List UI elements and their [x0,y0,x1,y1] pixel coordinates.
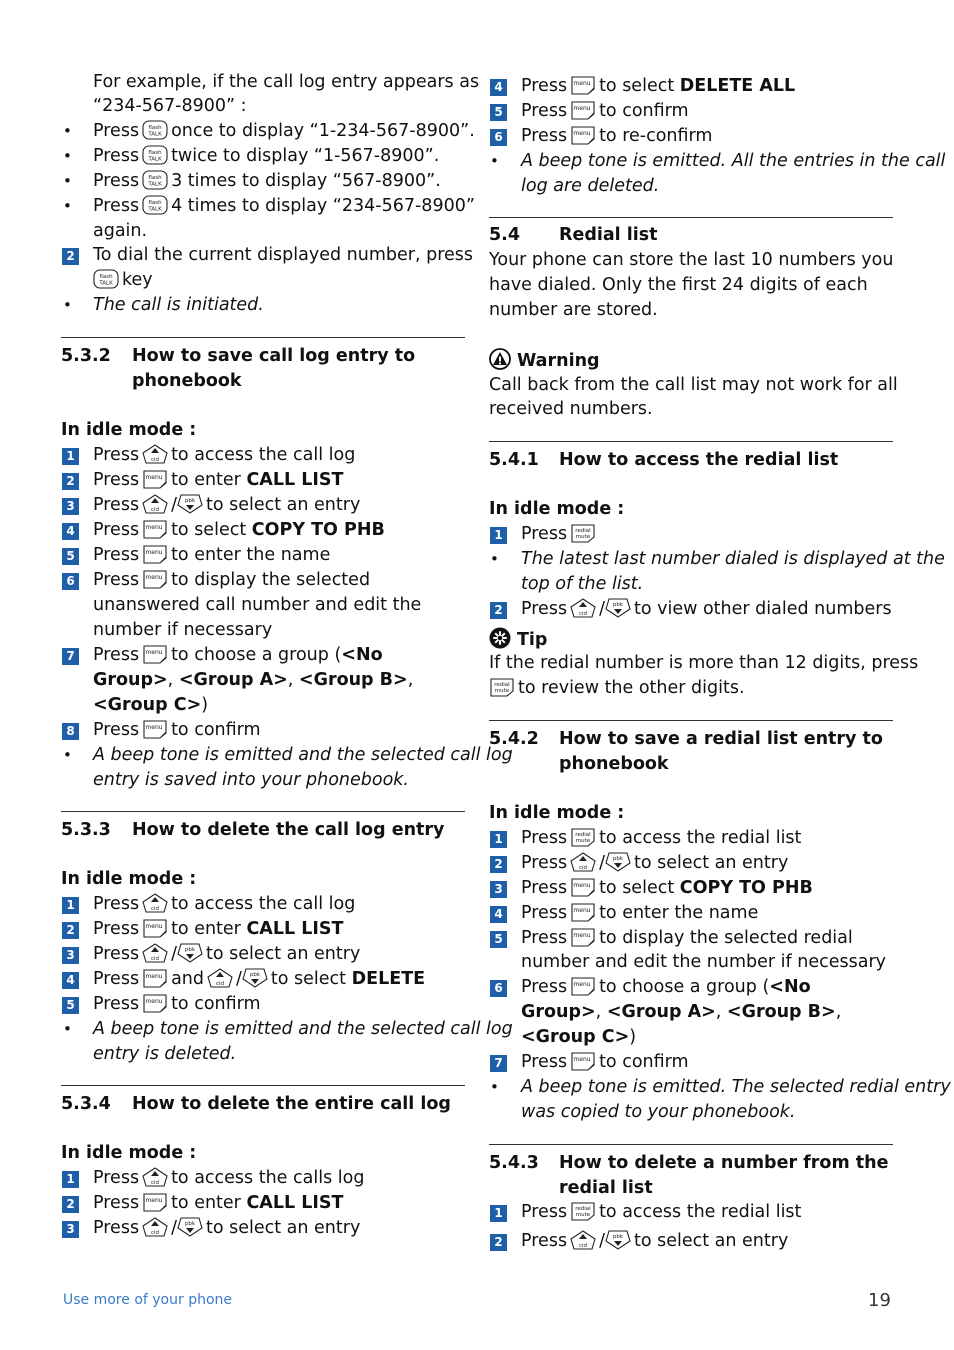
redial-mute-key-icon [489,677,515,697]
up-calllog-key-icon [570,852,596,872]
step-number: 4 [490,906,507,923]
step-number: 2 [62,248,79,265]
section-title: How to access the redial list [559,450,839,470]
intro-text: For example, if the call log entry appears as [93,72,480,92]
section-title: How to save a redial list entry to [559,729,883,749]
down-phonebook-key-icon [605,1230,631,1250]
step-number: 1 [62,448,79,465]
section-number: 5.3.2 [61,346,111,366]
menu-key-icon [142,644,168,664]
step-number: 5 [62,997,79,1014]
step-text: Press to enter CALL LIST [93,470,344,490]
step-text: Press to confirm [93,720,261,740]
menu-key-icon [142,469,168,489]
step-text: Press / to select an entry [93,944,361,964]
step-number: 3 [490,881,507,898]
mode-heading: In idle mode : [489,803,625,823]
menu-key-icon [570,976,596,996]
talk-key-icon [142,170,168,190]
section-number: 5.3.3 [61,820,111,840]
result-note: A beep tone is emitted and the selected call log [93,745,513,765]
step-text: Press to enter CALL LIST [93,1193,344,1213]
step-number: 1 [490,831,507,848]
step-text: Press to choose a group (<No [93,645,383,665]
step-text: Press to enter CALL LIST [93,919,344,939]
talk-key-icon [142,145,168,165]
step-number: 7 [62,648,79,665]
menu-key-icon [142,569,168,589]
talk-key-icon [93,269,119,289]
step-text: Press to access the redial list [521,828,802,848]
step-text: Press to enter the name [93,545,331,565]
step-number: 1 [490,527,507,544]
up-calllog-key-icon [142,444,168,464]
bullet: • [63,746,72,764]
step-text: Press to access the call log [93,445,356,465]
up-calllog-key-icon [570,1230,596,1250]
down-phonebook-key-icon [242,968,268,988]
step-number: 5 [62,548,79,565]
mode-heading: In idle mode : [61,420,197,440]
menu-key-icon [570,100,596,120]
step-number: 2 [490,856,507,873]
down-phonebook-key-icon [605,852,631,872]
divider [489,441,893,442]
up-calllog-key-icon [142,893,168,913]
step-text: Press / to select an entry [93,495,361,515]
step-text: Press [521,523,599,545]
list-item: Press 4 times to display “234-567-8900” [93,196,475,216]
bullet: • [63,197,72,215]
list-item: Press once to display “1-234-567-8900”. [93,121,475,141]
divider [489,217,893,218]
step-text: Press / to select an entry [521,853,789,873]
down-phonebook-key-icon [177,943,203,963]
step-number: 3 [62,947,79,964]
warning-heading: Warning [489,348,600,372]
step-number: 7 [490,1055,507,1072]
up-calllog-key-icon [142,1217,168,1237]
bullet: • [63,122,72,140]
section-number: 5.4.3 [489,1153,539,1173]
menu-key-icon [142,918,168,938]
step-text: Press to access the call log [93,894,356,914]
mode-heading: In idle mode : [489,499,625,519]
step-text: Press to select COPY TO PHB [521,878,813,898]
section-number: 5.3.4 [61,1094,111,1114]
paragraph: received numbers. [489,399,653,419]
step-text: Press to confirm [521,1052,689,1072]
divider [61,1085,465,1086]
paragraph: If the redial number is more than 12 digits, press [489,653,919,673]
step-text: Press to select COPY TO PHB [93,520,385,540]
menu-key-icon [570,75,596,95]
step-number: 2 [62,473,79,490]
redial-mute-key-icon [570,1201,596,1221]
menu-key-icon [570,1051,596,1071]
step-number: 6 [490,129,507,146]
intro-text: “234-567-8900” : [93,96,247,116]
step-number: 4 [62,972,79,989]
paragraph: to review the other digits. [489,677,745,699]
result-note: The latest last number dialed is displayed at the [521,549,945,569]
menu-key-icon [142,719,168,739]
step-number: 5 [490,104,507,121]
step-number: 6 [490,980,507,997]
up-calllog-key-icon [142,943,168,963]
menu-key-icon [570,927,596,947]
step-text: Group>, <Group A>, <Group B>, [521,1002,842,1022]
menu-key-icon [142,1192,168,1212]
bullet: • [63,147,72,165]
result-note: A beep tone is emitted. The selected redial entry [521,1077,951,1097]
up-calllog-key-icon [570,598,596,618]
step-number: 1 [62,897,79,914]
step-text: unanswered call number and edit the [93,595,422,615]
step-number: 5 [490,931,507,948]
bullet: • [490,1078,499,1096]
section-title: How to delete the entire call log [132,1094,451,1114]
up-calllog-key-icon [142,494,168,514]
step-text: Press to access the redial list [521,1202,802,1222]
step-number: 4 [490,79,507,96]
bullet: • [490,550,499,568]
section-title: How to save call log entry to [132,346,416,366]
divider [61,337,465,338]
step-text: Press to display the selected [93,570,371,590]
step-text: <Group C>) [93,695,209,715]
step-text: number if necessary [93,620,273,640]
step-text: Press and / to select DELETE [93,969,426,989]
result-note: top of the list. [521,574,644,594]
divider [489,720,893,721]
down-phonebook-key-icon [605,598,631,618]
menu-key-icon [570,902,596,922]
step-text: Press / to view other dialed numbers [521,599,892,619]
redial-mute-key-icon [570,523,596,543]
section-number: 5.4 [489,225,521,245]
step-text: number and edit the number if necessary [521,952,886,972]
result-note: log are deleted. [521,176,660,196]
step-text: Press to access the calls log [93,1168,365,1188]
step-text: Press to confirm [521,101,689,121]
result-note: A beep tone is emitted and the selected call log [93,1019,513,1039]
bullet: • [490,152,499,170]
step-text: Press / to select an entry [93,1218,361,1238]
list-item-cont: again. [93,221,148,241]
step-text: Press to display the selected redial [521,928,853,948]
step-text: Press to confirm [93,994,261,1014]
step-text: Press to choose a group (<No [521,977,811,997]
step-text: Press / to select an entry [521,1231,789,1251]
step-text: <Group C>) [521,1027,637,1047]
divider [61,811,465,812]
bullet: • [63,296,72,314]
bullet: • [63,1020,72,1038]
step-number: 2 [490,1234,507,1251]
result-note: The call is initiated. [93,295,264,315]
section-title: How to delete the call log entry [132,820,445,840]
section-number: 5.4.1 [489,450,539,470]
up-calllog-key-icon [142,1167,168,1187]
talk-key-icon [142,195,168,215]
mode-heading: In idle mode : [61,869,197,889]
step-number: 3 [62,1221,79,1238]
result-note: entry is saved into your phonebook. [93,770,409,790]
step-text: Press to enter the name [521,903,759,923]
step-number: 6 [62,573,79,590]
section-title: phonebook [559,754,669,774]
step-number: 2 [490,602,507,619]
step-text: To dial the current displayed number, press [93,245,474,265]
menu-key-icon [142,968,168,988]
step-number: 1 [490,1205,507,1222]
step-number: 1 [62,1171,79,1188]
step-number: 4 [62,523,79,540]
step-number: 2 [62,1196,79,1213]
step-text: Press to select DELETE ALL [521,76,796,96]
tip-icon [489,627,511,649]
tip-heading: Tip [489,627,547,651]
menu-key-icon [142,544,168,564]
step-number: 8 [62,723,79,740]
menu-key-icon [570,877,596,897]
paragraph: Your phone can store the last 10 numbers you [489,250,894,270]
result-note: A beep tone is emitted. All the entries in the call [521,151,946,171]
paragraph: have dialed. Only the first 24 digits of each [489,275,868,295]
section-title: phonebook [132,371,242,391]
menu-key-icon [142,993,168,1013]
list-item: Press twice to display “1-567-8900”. [93,146,440,166]
down-phonebook-key-icon [177,494,203,514]
redial-mute-key-icon [570,827,596,847]
result-note: entry is deleted. [93,1044,237,1064]
section-title: redial list [559,1178,653,1198]
step-text: Group>, <Group A>, <Group B>, [93,670,414,690]
mode-heading: In idle mode : [61,1143,197,1163]
step-text: Press to re-confirm [521,126,713,146]
warning-icon [489,348,511,370]
menu-key-icon [570,125,596,145]
result-note: was copied to your phonebook. [521,1102,796,1122]
step-number: 3 [62,498,79,515]
divider [489,1144,893,1145]
step-text: key [93,269,153,291]
bullet: • [63,172,72,190]
down-phonebook-key-icon [177,1217,203,1237]
footer-section-name: Use more of your phone [63,1292,233,1308]
paragraph: Call back from the call list may not work for all [489,375,898,395]
list-item: Press 3 times to display “567-8900”. [93,171,441,191]
menu-key-icon [142,519,168,539]
page-number: 19 [868,1290,891,1311]
section-number: 5.4.2 [489,729,539,749]
section-title: Redial list [559,225,658,245]
up-calllog-key-icon [207,968,233,988]
paragraph: number are stored. [489,300,658,320]
section-title: How to delete a number from the [559,1153,889,1173]
talk-key-icon [142,120,168,140]
step-number: 2 [62,922,79,939]
